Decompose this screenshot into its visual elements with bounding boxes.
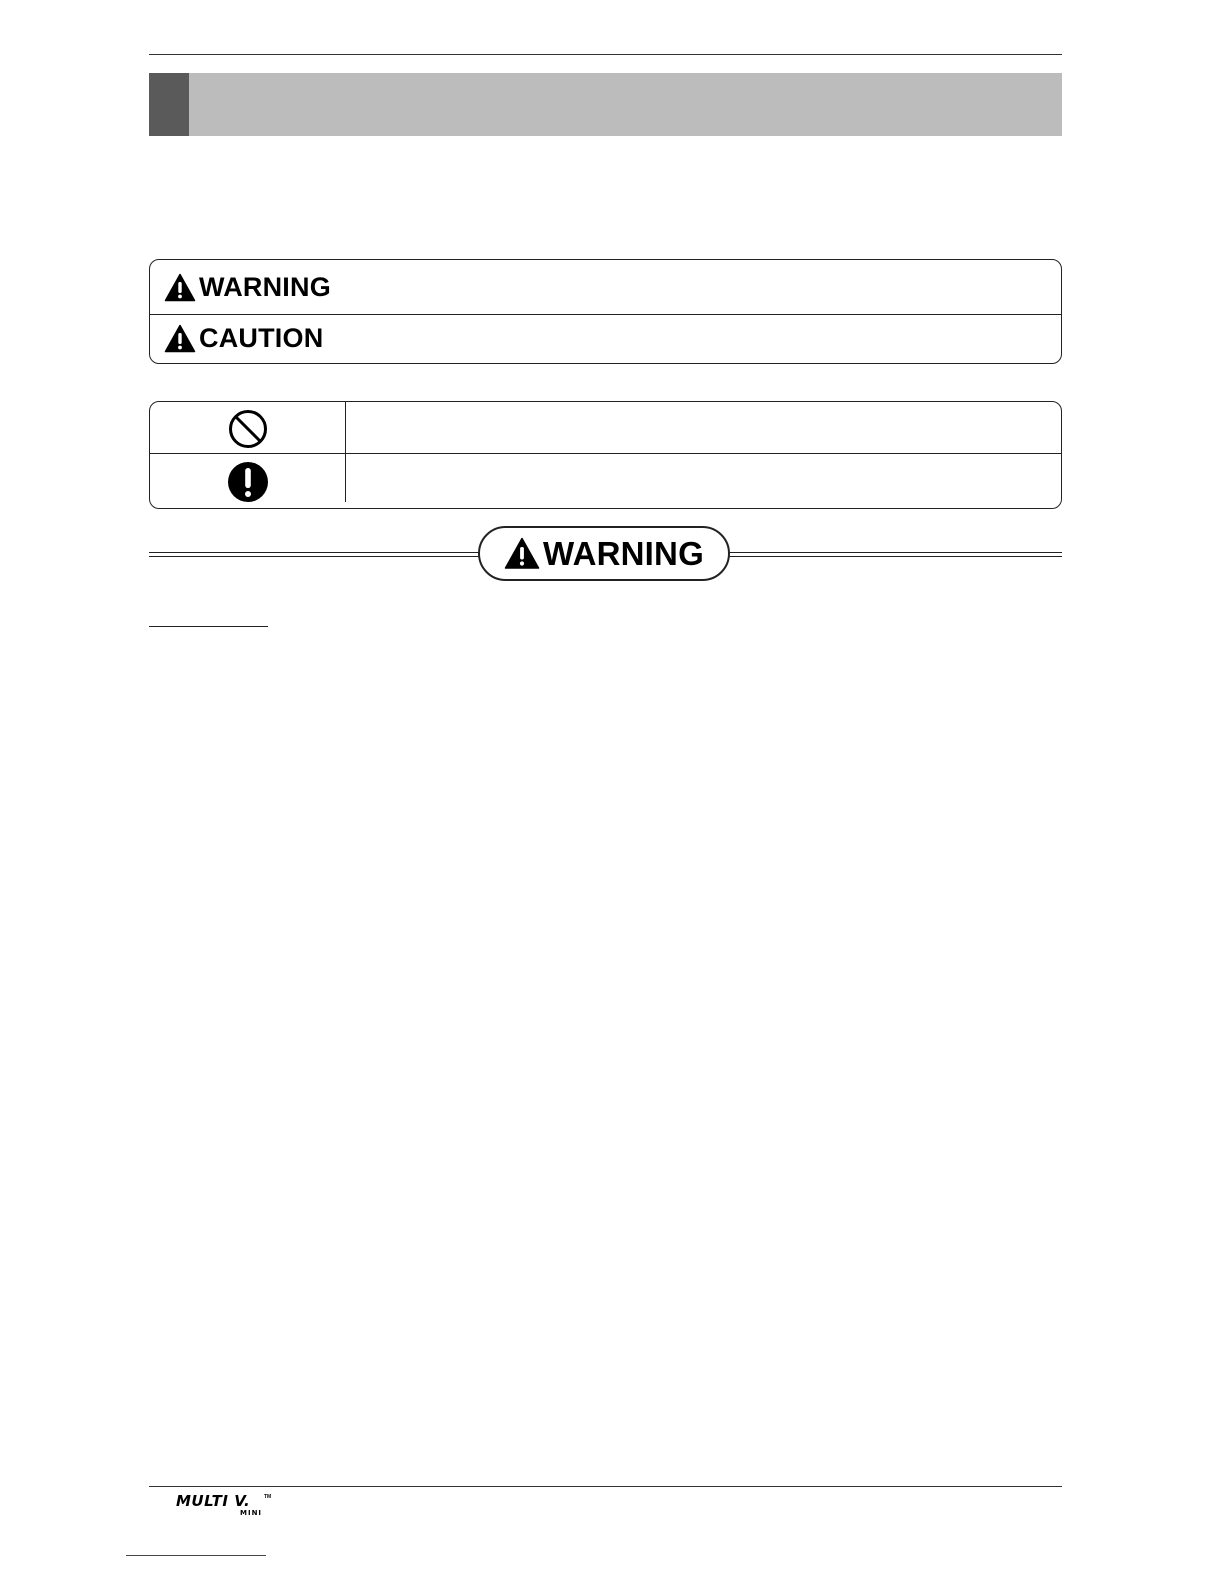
subheading-underline: [149, 626, 268, 627]
symbol-description-mandatory: [355, 455, 1051, 506]
warning-label: WARNING: [199, 271, 331, 302]
table-divider: [345, 402, 346, 502]
section-header-bar: [149, 73, 1062, 136]
table-divider: [150, 453, 1061, 454]
top-rule: [149, 54, 1062, 55]
warning-banner-label: WARNING: [543, 534, 704, 572]
caution-label: CAUTION: [199, 323, 324, 353]
logo-trademark: TM: [264, 1494, 272, 1500]
exclamation-circle-icon: [227, 461, 269, 503]
symbol-cell-prohibited: [150, 407, 345, 451]
signal-row-warning: [150, 262, 1061, 312]
warning-banner: [478, 526, 730, 581]
symbol-table: [149, 401, 1062, 509]
warning-triangle-icon: [164, 273, 196, 302]
warning-triangle-icon: [504, 537, 540, 570]
symbol-description-prohibited: [355, 402, 1051, 453]
logo-subtext: MINI: [240, 1509, 263, 1517]
warning-triangle-icon: [164, 324, 196, 353]
prohibited-icon: [228, 409, 268, 449]
link-underline: [126, 1555, 266, 1556]
signal-words-table: [149, 259, 1062, 364]
bottom-rule: [149, 1486, 1062, 1487]
section-header-tab: [149, 73, 189, 136]
multi-v-mini-logo: [176, 1492, 271, 1520]
logo-text: MULTI V.: [176, 1492, 251, 1510]
signal-row-caution: [150, 314, 1061, 362]
symbol-cell-mandatory: [150, 458, 345, 506]
